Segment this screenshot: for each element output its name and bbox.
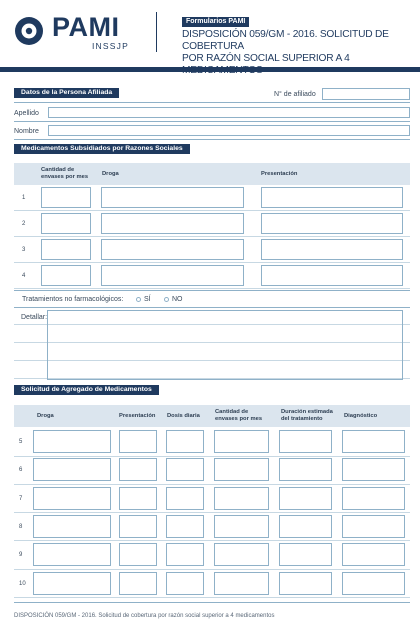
row-rule (14, 484, 410, 485)
row-number: 3 (22, 247, 26, 253)
radio-no[interactable] (164, 297, 169, 302)
droga-field[interactable] (101, 187, 244, 208)
diagnostico-field[interactable] (342, 572, 405, 595)
writing-line (14, 360, 410, 361)
form-category-tag: Formularios PAMI (182, 17, 249, 27)
row-number: 2 (22, 221, 26, 227)
row-rule (14, 512, 410, 513)
diagnostico-field[interactable] (342, 430, 405, 453)
writing-line (14, 324, 410, 325)
apellido-label: Apellido (14, 110, 39, 117)
footer-text: DISPOSICIÓN 059/GM - 2016. Solicitud de cobertura por razón social superior a 4 medicamentos (14, 613, 275, 619)
column-header-line: Cantidad de (215, 409, 249, 415)
cantidad-field[interactable] (41, 187, 91, 208)
column-header-line: envases por mes (215, 416, 263, 422)
cantidad-field[interactable] (214, 458, 269, 481)
column-header-droga: Droga (37, 413, 54, 419)
diagnostico-field[interactable] (342, 458, 405, 481)
droga-field[interactable] (33, 487, 111, 510)
presentacion-field[interactable] (119, 430, 157, 453)
diagnostico-field[interactable] (342, 515, 405, 538)
duracion-field[interactable] (279, 543, 332, 566)
footer-rule (14, 602, 410, 603)
row-number: 1 (22, 195, 26, 201)
row-rule (14, 262, 410, 263)
pami-logo-icon (14, 16, 44, 46)
row-rule (14, 288, 410, 289)
cantidad-field[interactable] (214, 543, 269, 566)
presentacion-field[interactable] (261, 239, 403, 260)
duracion-field[interactable] (279, 515, 332, 538)
droga-field[interactable] (101, 239, 244, 260)
field-rule (14, 121, 410, 122)
section-title-afiliado: Datos de la Persona Afiliada (14, 88, 119, 98)
duracion-field[interactable] (279, 430, 332, 453)
duracion-field[interactable] (279, 458, 332, 481)
column-header-presentacion: Presentación (261, 171, 298, 177)
droga-field[interactable] (33, 430, 111, 453)
dosis-field[interactable] (166, 487, 204, 510)
section-rule (14, 102, 410, 103)
radio-no-label: NO (172, 296, 183, 303)
row-rule (14, 540, 410, 541)
droga-field[interactable] (101, 213, 244, 234)
section-rule (14, 290, 410, 291)
column-header-cantidad (41, 167, 88, 181)
afiliado-label: N° de afiliado (274, 91, 316, 98)
row-number: 7 (19, 495, 23, 502)
column-header-line: envases por mes (41, 174, 89, 180)
dosis-field[interactable] (166, 515, 204, 538)
presentacion-field[interactable] (119, 572, 157, 595)
presentacion-field[interactable] (261, 187, 403, 208)
cantidad-field[interactable] (214, 430, 269, 453)
column-header-duracion (281, 409, 333, 423)
droga-field[interactable] (33, 458, 111, 481)
cantidad-field[interactable] (214, 515, 269, 538)
detallar-textarea[interactable] (47, 310, 403, 380)
column-header-dosis: Dosis diaria (167, 413, 200, 419)
radio-si-label: SÍ (144, 296, 151, 303)
apellido-field[interactable] (48, 107, 410, 118)
row-number: 4 (22, 273, 26, 279)
cantidad-field[interactable] (214, 572, 269, 595)
logo-subtitle: INSSJP (92, 41, 129, 51)
dosis-field[interactable] (166, 458, 204, 481)
section-title-agregado: Solicitud de Agregado de Medicamentos (14, 385, 159, 395)
cantidad-field[interactable] (41, 239, 91, 260)
form-title-line-2: POR RAZÓN SOCIAL SUPERIOR A 4 (182, 53, 350, 64)
column-header-cantidad (215, 409, 262, 423)
cantidad-field[interactable] (41, 213, 91, 234)
row-rule (14, 456, 410, 457)
column-header-presentacion: Presentación (119, 413, 156, 419)
diagnostico-field[interactable] (342, 543, 405, 566)
field-rule (14, 139, 410, 140)
dosis-field[interactable] (166, 430, 204, 453)
row-rule (14, 597, 410, 598)
presentacion-field[interactable] (261, 265, 403, 286)
droga-field[interactable] (33, 515, 111, 538)
cantidad-field[interactable] (41, 265, 91, 286)
header-divider (156, 12, 157, 52)
row-number: 9 (19, 552, 23, 559)
section-rule (14, 307, 410, 308)
row-rule (14, 210, 410, 211)
form-header (0, 0, 420, 72)
column-header-line: del tratamiento (281, 416, 323, 422)
column-header-line: Cantidad de (41, 167, 75, 173)
row-number: 10 (19, 580, 26, 587)
nombre-field[interactable] (48, 125, 410, 136)
nombre-label: Nombre (14, 128, 39, 135)
afiliado-number-field[interactable] (322, 88, 410, 100)
droga-field[interactable] (33, 543, 111, 566)
writing-line (14, 378, 410, 379)
presentacion-field[interactable] (261, 213, 403, 234)
droga-field[interactable] (101, 265, 244, 286)
radio-si[interactable] (136, 297, 141, 302)
row-rule (14, 236, 410, 237)
presentacion-field[interactable] (119, 515, 157, 538)
diagnostico-field[interactable] (342, 487, 405, 510)
duracion-field[interactable] (279, 487, 332, 510)
row-number: 6 (19, 467, 23, 474)
duracion-field[interactable] (279, 572, 332, 595)
column-header-droga: Droga (102, 171, 119, 177)
cantidad-field[interactable] (214, 487, 269, 510)
form-title-line-1: DISPOSICIÓN 059/GM - 2016. SOLICITUD DE COBERTURA (182, 29, 389, 52)
row-number: 5 (19, 439, 23, 445)
droga-field[interactable] (33, 572, 111, 595)
column-header-line: Duración estimada (281, 409, 333, 415)
row-number: 8 (19, 523, 23, 530)
presentacion-field[interactable] (119, 458, 157, 481)
column-header-diagnostico: Diagnóstico (344, 413, 378, 419)
dosis-field[interactable] (166, 572, 204, 595)
section-title-subsidiados: Medicamentos Subsidiados por Razones Sociales (14, 144, 190, 154)
tratamientos-label: Tratamientos no farmacológicos: (22, 296, 124, 303)
detallar-label: Detallar: (21, 314, 48, 321)
dosis-field[interactable] (166, 543, 204, 566)
header-bar (0, 67, 420, 72)
logo-text: PAMI (52, 12, 120, 42)
presentacion-field[interactable] (119, 487, 157, 510)
writing-line (14, 342, 410, 343)
row-rule (14, 569, 410, 570)
presentacion-field[interactable] (119, 543, 157, 566)
